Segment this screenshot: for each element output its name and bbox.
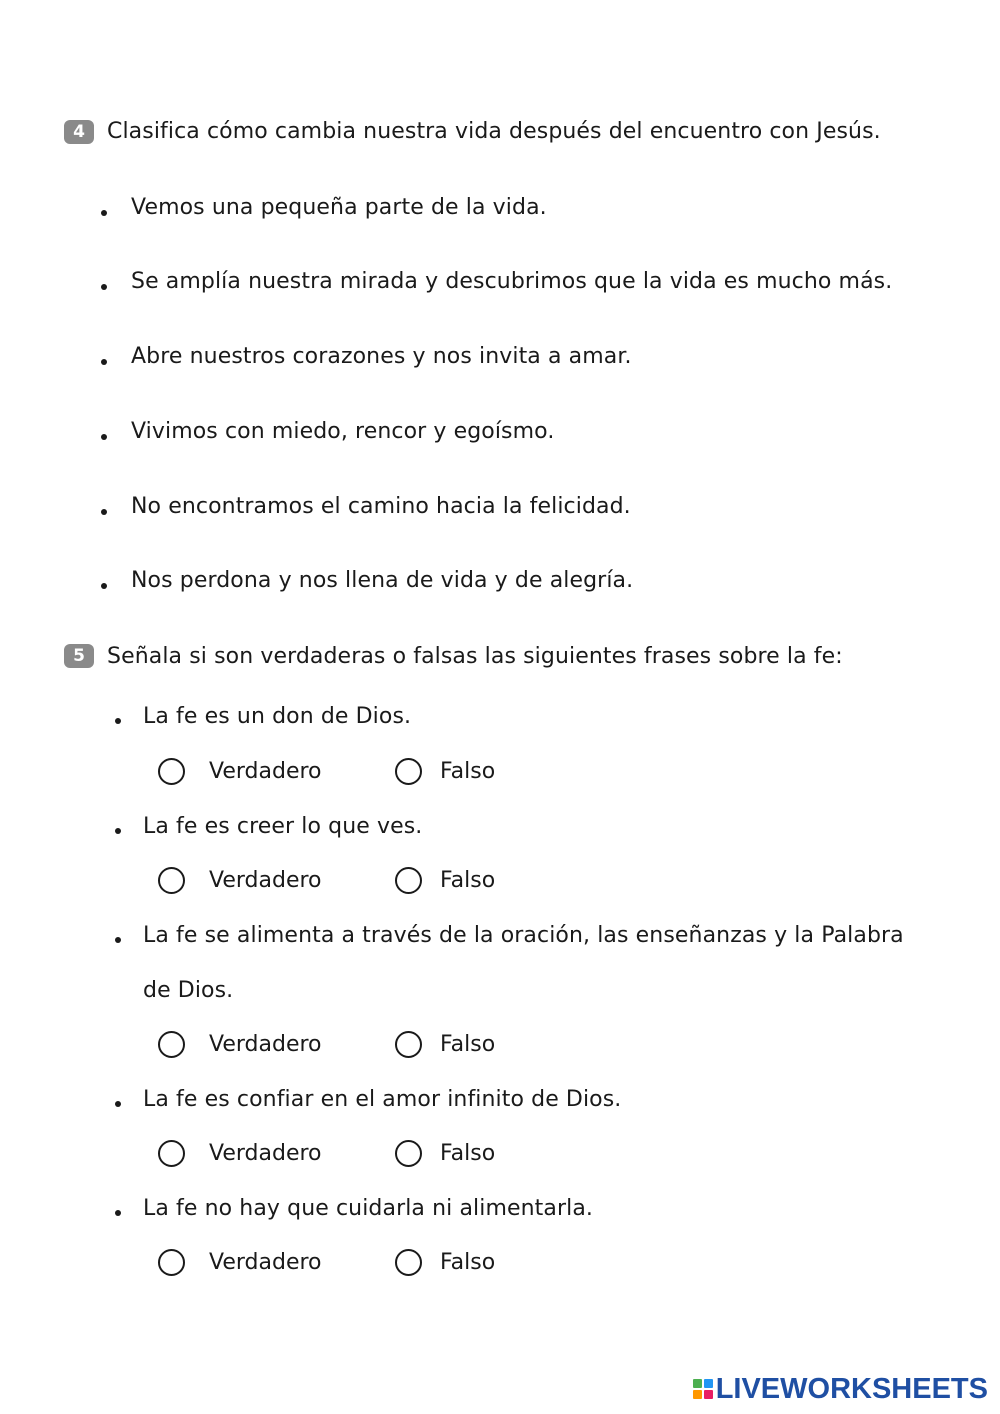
true-radio[interactable] [158, 1031, 185, 1058]
bullet-icon [115, 828, 121, 834]
classify-item[interactable]: Vivimos con miedo, rencor y egoísmo. [131, 419, 555, 444]
false-radio[interactable] [395, 1031, 422, 1058]
true-label: Verdadero [209, 1032, 322, 1057]
liveworksheets-logo [693, 1374, 988, 1404]
bullet-icon [101, 284, 107, 290]
exercise-4-prompt: Clasifica cómo cambia nuestra vida después del encuentro con Jesús. [107, 119, 881, 144]
bullet-icon [101, 359, 107, 365]
true-radio[interactable] [158, 1140, 185, 1167]
true-radio[interactable] [158, 758, 185, 785]
statement-text-continued: de Dios. [143, 978, 234, 1003]
false-label: Falso [440, 1141, 496, 1166]
bullet-icon [101, 583, 107, 589]
true-radio[interactable] [158, 1249, 185, 1276]
true-label: Verdadero [209, 1250, 322, 1275]
liveworksheets-logo-mark-icon [693, 1379, 713, 1399]
true-label: Verdadero [209, 759, 322, 784]
false-label: Falso [440, 1032, 496, 1057]
classify-item[interactable]: Abre nuestros corazones y nos invita a amar. [131, 344, 632, 369]
bullet-icon [115, 1210, 121, 1216]
statement-text: La fe es creer lo que ves. [143, 814, 423, 839]
bullet-icon [115, 937, 121, 943]
exercise-5-prompt: Señala si son verdaderas o falsas las siguientes frases sobre la fe: [107, 644, 843, 669]
false-radio[interactable] [395, 1140, 422, 1167]
statement-text: La fe es un don de Dios. [143, 704, 412, 729]
classify-item[interactable]: Nos perdona y nos llena de vida y de alegría. [131, 568, 634, 593]
exercise-5-number-badge: 5 [64, 644, 94, 668]
bullet-icon [115, 1101, 121, 1107]
false-radio[interactable] [395, 758, 422, 785]
bullet-icon [101, 509, 107, 515]
statement-text: La fe es confiar en el amor infinito de Dios. [143, 1087, 622, 1112]
statement-text: La fe se alimenta a través de la oración, las enseñanzas y la Palabra [143, 923, 904, 948]
bullet-icon [101, 210, 107, 216]
classify-item[interactable]: No encontramos el camino hacia la felicidad. [131, 494, 631, 519]
false-radio[interactable] [395, 1249, 422, 1276]
true-radio[interactable] [158, 867, 185, 894]
statement-text: La fe no hay que cuidarla ni alimentarla. [143, 1196, 594, 1221]
liveworksheets-logo-text: LIVEWORKSHEETS [715, 1372, 988, 1405]
exercise-4-number-badge: 4 [64, 120, 94, 144]
bullet-icon [115, 718, 121, 724]
bullet-icon [101, 434, 107, 440]
false-label: Falso [440, 868, 496, 893]
classify-item[interactable]: Se amplía nuestra mirada y descubrimos que la vida es mucho más. [131, 269, 893, 294]
false-label: Falso [440, 1250, 496, 1275]
false-label: Falso [440, 759, 496, 784]
classify-item[interactable]: Vemos una pequeña parte de la vida. [131, 195, 547, 220]
true-label: Verdadero [209, 868, 322, 893]
false-radio[interactable] [395, 867, 422, 894]
true-label: Verdadero [209, 1141, 322, 1166]
